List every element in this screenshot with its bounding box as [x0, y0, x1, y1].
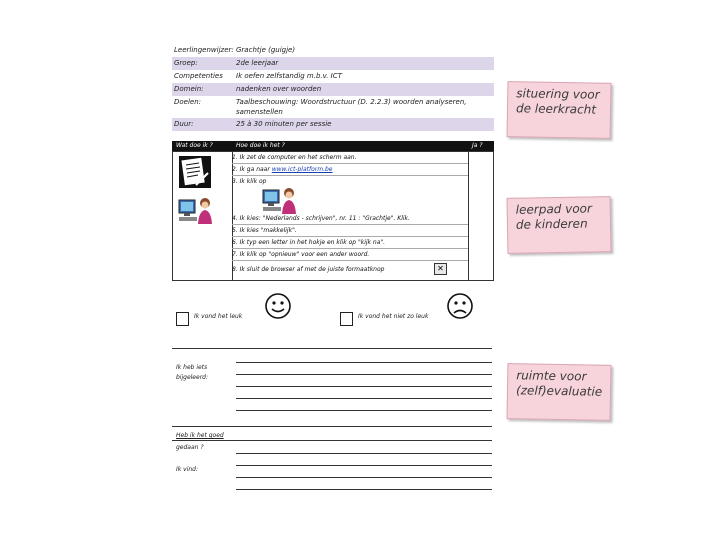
- step-4: 4. Ik kies: "Nederlands - schrijven", nr. 11 : "Grachtje". Klik.: [232, 213, 468, 225]
- note-self-evaluation: ruimte voor (zelf)evaluatie: [507, 363, 612, 421]
- answer-line[interactable]: [236, 477, 492, 478]
- info-row-competences: Competenties Ik oefen zelfstandig m.b.v. ICT: [174, 72, 342, 80]
- step-1: 1. Ik zet de computer en het scherm aan.: [232, 152, 468, 164]
- find-label: Ik vind:: [176, 466, 199, 473]
- header-what: Wat doe ik ?: [176, 142, 213, 149]
- worksheet-icon: [178, 155, 212, 189]
- step-3: 3. Ik klik op: [232, 178, 267, 185]
- info-row-goals: Doelen: Taalbeschouwing: Woordstructuur (D. 2.2.3) woorden analyseren, samenstellen: [174, 98, 467, 116]
- smiley-sad-icon: [446, 292, 474, 320]
- good-label-1: Heb ik het goed: [176, 432, 224, 439]
- info-row-domain: Domein: nadenken over woorden: [172, 83, 494, 96]
- step-2: 2. Ik ga naar www.ict-platform.be: [232, 164, 468, 176]
- answer-line[interactable]: [236, 386, 492, 387]
- computer-user-icon: [178, 194, 214, 228]
- not-liked-checkbox[interactable]: [340, 312, 353, 326]
- info-row-duration: Duur: 25 à 30 minuten per sessie: [172, 118, 494, 131]
- column-divider: [468, 151, 469, 281]
- note-learning-path: leerpad voor de kinderen: [507, 196, 612, 254]
- divider-line: [172, 440, 492, 441]
- not-liked-label: Ik vond het niet zo leuk: [358, 313, 429, 320]
- learned-label-2: bijgeleerd:: [176, 374, 208, 381]
- answer-line[interactable]: [236, 398, 492, 399]
- good-label-2: gedaan ?: [176, 444, 204, 451]
- info-row-group: Groep: 2de leerjaar: [172, 57, 494, 70]
- answer-line[interactable]: [236, 410, 492, 411]
- activity-table-header: [172, 141, 494, 151]
- step-6: 6. Ik typ een letter in het hokje en klik op "kijk na".: [232, 237, 468, 249]
- answer-line[interactable]: [236, 362, 492, 363]
- answer-line[interactable]: [236, 374, 492, 375]
- platform-link[interactable]: www.ict-platform.be: [271, 166, 333, 173]
- header-how: Hoe doe ik het ?: [236, 142, 285, 149]
- note-teacher-context: situering voor de leerkracht: [507, 81, 612, 139]
- divider-line: [172, 348, 492, 349]
- answer-line[interactable]: [236, 489, 492, 490]
- close-box-icon: ✕: [434, 263, 447, 275]
- step-5: 5. Ik kies "makkelijk".: [232, 225, 468, 237]
- divider-line: [172, 426, 492, 427]
- computer-user-icon: [262, 184, 298, 218]
- step-7: 7. Ik klik op "opnieuw" voor een ander woord.: [232, 249, 468, 261]
- info-row-student-guide: Leerlingenwijzer: Grachtje (guigje): [174, 46, 296, 54]
- answer-line[interactable]: [236, 453, 492, 454]
- answer-line[interactable]: [236, 465, 492, 466]
- liked-label: Ik vond het leuk: [194, 313, 243, 320]
- liked-checkbox[interactable]: [176, 312, 189, 326]
- header-done: Ja ?: [472, 142, 483, 149]
- smiley-happy-icon: [264, 292, 292, 320]
- learned-label-1: Ik heb iets: [176, 364, 208, 371]
- step-8: 8. Ik sluit de browser af met de juiste formaatknop: [232, 266, 385, 273]
